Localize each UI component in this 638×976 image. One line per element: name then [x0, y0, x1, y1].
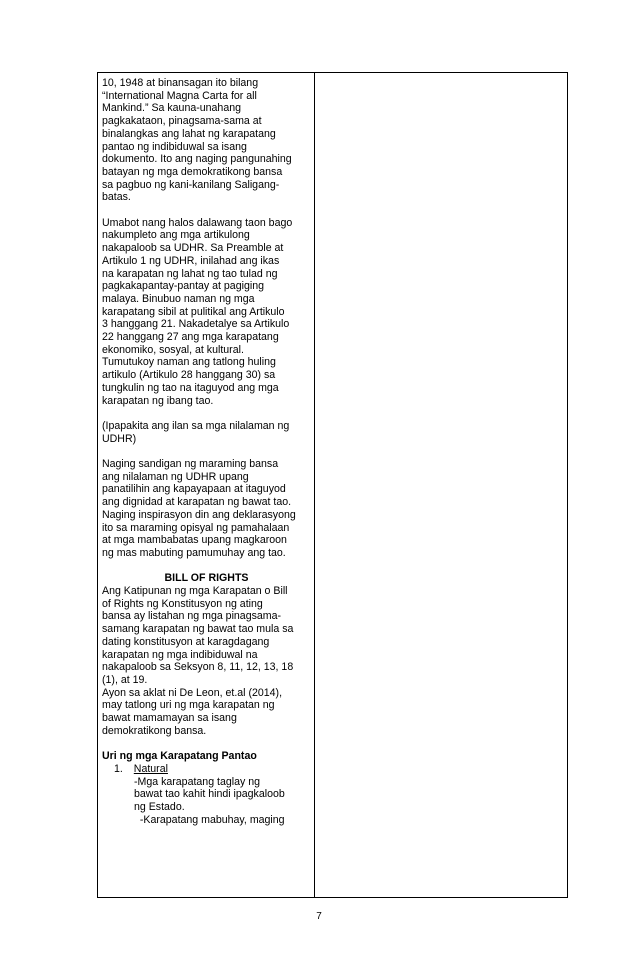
- text-line: karapatan ng ibang tao.: [102, 394, 214, 407]
- text-line: artikulo (Artikulo 28 hanggang 30) sa: [102, 369, 276, 382]
- text-line: “International Magna Carta for all: [102, 89, 257, 102]
- text-line: nakapaloob sa Seksyon 8, 11, 12, 13, 18: [102, 661, 294, 674]
- text-line: karapatang sibil at pulitikal ang Artikulo: [102, 305, 285, 318]
- list-number: 1.: [114, 762, 123, 775]
- text-line: 22 hanggang 27 ang mga karapatang: [102, 331, 279, 344]
- text-line: dating konstitusyon at karagdagang: [102, 635, 270, 648]
- text-line: at mga mambabatas upang magkaroon: [102, 534, 287, 547]
- paragraph-udhr-articles: [102, 217, 311, 408]
- text-line: (1), at 19.: [102, 673, 148, 686]
- text-line: bawat tao kahit hindi ipagkaloob: [134, 788, 285, 801]
- text-line: pagkakataon, pinagsama-sama at: [102, 115, 262, 128]
- text-line: -Mga karapatang taglay ng: [134, 775, 261, 788]
- text-line: batayan ng mga demokratikong bansa: [102, 165, 283, 178]
- text-line: (Ipapakita ang ilan sa mga nilalaman ng: [102, 419, 290, 432]
- text-line: ito sa maraming opisyal ng pamahalaan: [102, 521, 290, 534]
- page-number: 7: [316, 911, 322, 922]
- text-line: Umabot nang halos dalawang taon bago: [102, 216, 293, 229]
- text-line: Artikulo 1 ng UDHR, inilahad ang ikas: [102, 254, 280, 267]
- text-line: ang dignidad at karapatan ng bawat tao.: [102, 496, 292, 509]
- text-line: na karapatan ng lahat ng tao tulad ng: [102, 267, 278, 280]
- text-line: pantao ng indibiduwal sa isang: [102, 140, 247, 153]
- right-column: [315, 73, 567, 897]
- text-line: bansa ay listahan ng mga pinagsama-: [102, 610, 282, 623]
- text-line: Naging inspirasyon din ang deklarasyong: [102, 508, 296, 521]
- text-line: UDHR): [102, 432, 137, 445]
- text-line: -Karapatang mabuhay, maging: [134, 813, 285, 826]
- paragraph-udhr-note: [102, 420, 311, 445]
- text-line: Ayon sa aklat ni De Leon, et.al (2014),: [102, 686, 283, 699]
- text-line: nakumpleto ang mga artikulong: [102, 229, 250, 242]
- text-line: ng Estado.: [134, 801, 185, 813]
- text-line: tungkulin ng tao na itaguyod ang mga: [102, 381, 279, 394]
- text-line: ekonomiko, sosyal, at kultural.: [102, 343, 244, 356]
- text-line: Tumutukoy naman ang tatlong huling: [102, 356, 276, 369]
- content-table: [97, 72, 568, 898]
- paragraph-udhr-intro: [102, 77, 311, 204]
- text-line: of Rights ng Konstitusyon ng ating: [102, 597, 263, 610]
- text-line: may tatlong uri ng mga karapatan ng: [102, 699, 275, 712]
- left-column: [98, 73, 315, 897]
- text-line: ng mas mabuting pamumuhay ang tao.: [102, 546, 286, 559]
- text-line: demokratikong bansa.: [102, 724, 207, 737]
- text-line: batas.: [102, 191, 131, 204]
- text-line: nakapaloob sa UDHR. Sa Preamble at: [102, 242, 284, 255]
- text-line: pagkakapantay-pantay at pagiging: [102, 280, 264, 293]
- paragraph-udhr-impact: [102, 458, 311, 560]
- text-line: 3 hanggang 21. Nakadetalye sa Artikulo: [102, 318, 290, 331]
- text-line: karapatan ng mga indibiduwal na: [102, 648, 258, 661]
- text-line: Mankind.” Sa kauna-unahang: [102, 102, 241, 115]
- text-line: ang nilalaman ng UDHR upang: [102, 470, 249, 483]
- text-line: dokumento. Ito ang naging pangunahing: [102, 153, 292, 166]
- text-line: sa pagbuo ng kani-kanilang Saligang-: [102, 178, 280, 191]
- list-item-title: Natural: [133, 762, 168, 775]
- heading-bill-of-rights: BILL OF RIGHTS: [164, 572, 249, 585]
- text-line: samang karapatan ng bawat tao mula sa: [102, 623, 294, 636]
- text-line: Naging sandigan ng maraming bansa: [102, 458, 279, 471]
- text-line: Ang Katipunan ng mga Karapatan o Bill: [102, 585, 288, 598]
- text-line: binalangkas ang lahat ng karapatang: [102, 127, 276, 140]
- paragraph-bill-of-rights: [102, 585, 311, 737]
- text-line: 10, 1948 at binansagan ito bilang: [102, 77, 259, 89]
- heading-uri-karapatan: Uri ng mga Karapatang Pantao: [102, 750, 257, 763]
- text-line: panatilihin ang kapayapaan at itaguyod: [102, 483, 286, 496]
- list-item: [102, 763, 311, 776]
- text-line: bawat mamamayan sa isang: [102, 712, 237, 725]
- list-item-body: [102, 776, 311, 827]
- text-line: malaya. Binubuo naman ng mga: [102, 292, 255, 305]
